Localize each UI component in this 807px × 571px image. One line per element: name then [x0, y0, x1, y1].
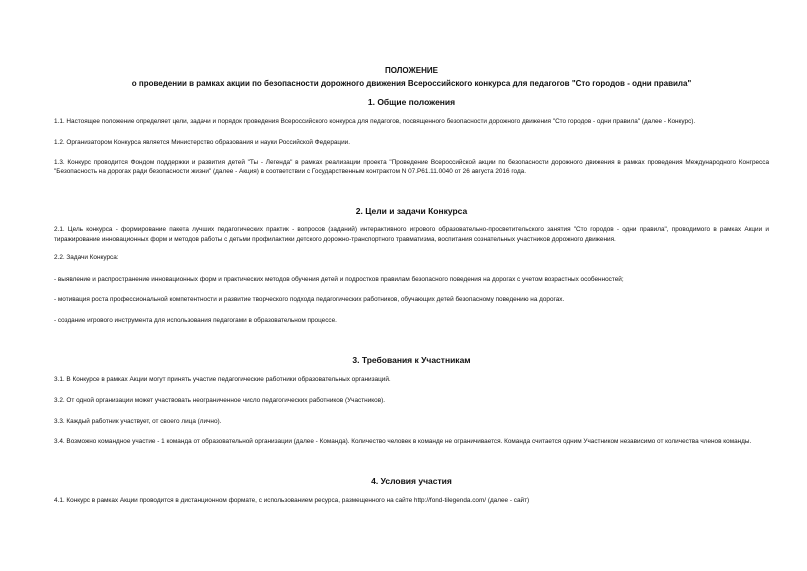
paragraph-2-2: 2.2. Задачи Конкурса:	[54, 253, 119, 261]
paragraph-3-2: 3.2. От одной организации может участвовать неограниченное число педагогических работников (Участников).	[54, 396, 385, 404]
paragraph-4-1: 4.1. Конкурс в рамках Акции проводится в дистанционном формате, с использованием ресурса, размещенного на сайте http://fond-tilegenda.com/ (далее - сайт)	[54, 497, 530, 505]
paragraph-3-1: 3.1. В Конкурсе в рамках Акции могут принять участие педагогические работники образовательных организаций.	[54, 375, 391, 383]
list-item-2-c: - создание игрового инструмента для использования педагогами в образовательном процессе.	[54, 317, 337, 325]
document-title: ПОЛОЖЕНИЕ	[385, 66, 438, 75]
paragraph-1-2: 1.2. Организатором Конкурса является Министерство образования и науки Российской Федерации.	[54, 138, 350, 146]
section-heading-1: 1. Общие положения	[367, 97, 456, 107]
paragraph-1-3: 1.3. Конкурс проводится Фондом поддержки и развития детей "Ты - Легенда" в рамках реализации проекта "Проведение Всероссийской акции по безопасности дорожного движения в рамках проведения Международного Конгресса "Безопасность на дорогах ради безопасности жизни" (далее - Акция) в соответствии с Государственным контрактом N 07.Р61.11.0040 от 26 августа 2016 года.	[54, 158, 769, 176]
list-item-2-a: - выявление и распространение инновационных форм и практических методов обучения детей и подростков правилам безопасного поведения на дорогах с учетом возрастных особенностей;	[54, 275, 624, 283]
paragraph-2-1: 2.1. Цель конкурса - формирование пакета лучших педагогических практик - вопросов (заданий) интерактивного игрового образовательно-просветительского занятия "Сто городов - одни правила", проводимого в рамках Акции и тиражирование инновационных форм и методов работы с детьми профилактики детского дорожно-транспортного травматизма, воспитания сознательных участников дорожного движения.	[54, 226, 769, 243]
document-page	[54, 66, 769, 506]
document-subtitle: о проведении в рамках акции по безопасности дорожного движения Всероссийского конкурса для педагогов "Сто городов - одни правила"	[131, 79, 692, 88]
list-item-2-b: - мотивация роста профессиональной компетентности и развитие творческого подхода педагогических работников, обучающих детей безопасному поведению на дорогах.	[54, 296, 565, 304]
section-heading-3: 3. Требования к Участникам	[352, 354, 471, 365]
section-heading-4: 4. Условия участия	[371, 476, 452, 487]
paragraph-1-1: 1.1. Настоящее положение определяет цели, задачи и порядок проведения Всероссийского конкурса для педагогов, посвященного безопасности дорожного движения "Сто городов - одни правила" (далее - Конкурс).	[54, 118, 696, 125]
section-heading-2: 2. Цели и задачи Конкурса	[355, 206, 468, 217]
paragraph-3-4: 3.4. Возможно командное участие - 1 команда от образовательной организации (далее - Команда). Количество человек в команде не ограничивается. Команда считается одним Участником независимо от количества членов команды.	[54, 438, 752, 446]
paragraph-3-3: 3.3. Каждый работник участвует, от своего лица (лично).	[54, 417, 222, 425]
